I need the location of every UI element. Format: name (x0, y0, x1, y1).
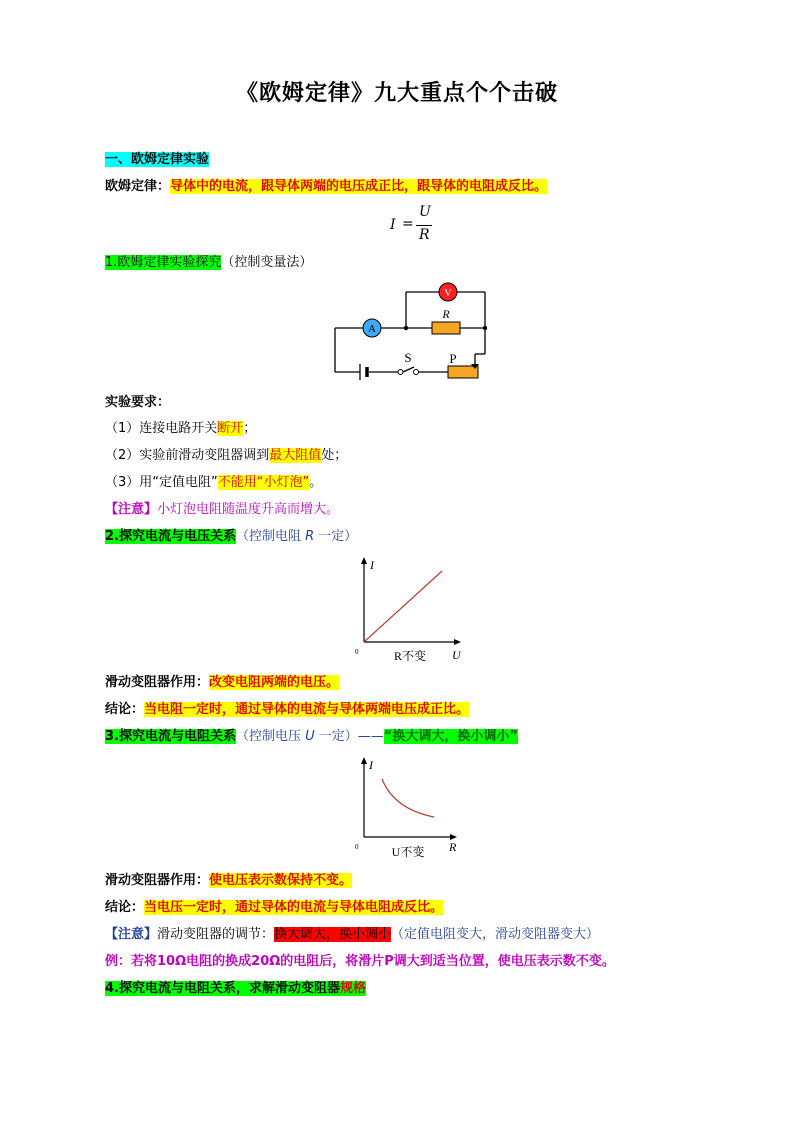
subheading-4-highlight: 规格 (339, 981, 366, 996)
resistor-icon (432, 322, 460, 334)
law-label: 欧姆定律： (105, 179, 171, 194)
subheading-1-label: 1.欧姆定律实验探究 (105, 255, 222, 270)
conclusion-1-text: 当电阻一定时，通过导体的电流与导体两端电压成正比。 (144, 702, 470, 717)
formula-numerator: U (419, 204, 431, 220)
requirement-2-end: 处； (321, 448, 348, 463)
conclusion-2 (105, 898, 443, 918)
subheading-3-note (236, 729, 384, 744)
graph2-y-label: I (369, 758, 373, 772)
requirement-3-end: 。 (309, 475, 323, 490)
section-heading-1 (105, 150, 209, 170)
ohms-law-statement (105, 177, 547, 197)
note-tag: 【注意】 (105, 502, 158, 517)
circuit-diagram (330, 280, 490, 385)
y-axis-arrow-icon (361, 557, 367, 564)
conclusion-2-label: 结论： (105, 900, 145, 915)
subheading-2-label: 2.探究电流与电压关系 (105, 529, 236, 544)
conclusion-1 (105, 700, 469, 720)
note-1-text: 小灯泡电阻随温度升高而增大。 (157, 502, 340, 517)
subheading-2-note (236, 529, 357, 544)
note-prefix: （控制电阻 (235, 529, 306, 544)
note-prefix: （控制电压 (235, 729, 306, 744)
subheading-3 (105, 727, 518, 747)
formula-denominator: R (419, 227, 430, 243)
requirement-2 (105, 446, 347, 466)
note-suffix: 一定）—— (314, 729, 384, 744)
note-2-highlight: 换大调大，换小调小 (274, 927, 392, 942)
conclusion-2-text: 当电压一定时，通过导体的电流与导体电阻成反比。 (144, 900, 444, 915)
note-2-text: 滑动变阻器的调节： (157, 927, 275, 942)
note-tag: 【注意】 (105, 927, 158, 942)
requirement-3 (105, 473, 322, 493)
note-2-detail: （定值电阻变大，滑动变阻器变大） (391, 927, 600, 942)
graph-current-resistance (352, 755, 472, 867)
requirement-2-text: （2）实验前滑动变阻器调到 (105, 448, 270, 463)
ammeter-label: A (368, 323, 376, 335)
note-variable: R (305, 529, 315, 544)
requirement-1 (105, 419, 256, 439)
note-1 (105, 500, 339, 520)
linear-curve (364, 571, 442, 642)
graph1-y-label: I (370, 558, 374, 572)
subheading-4-label (105, 981, 366, 996)
rheostat-role-2-text: 使电压表示数保持不变。 (209, 873, 353, 888)
fraction-bar (416, 225, 432, 226)
rheostat-role-2 (105, 871, 352, 891)
rheostat-role-2-label: 滑动变阻器作用： (105, 873, 210, 888)
slider-label: P (449, 351, 457, 366)
page-title: 《欧姆定律》九大重点个个击破 (235, 80, 558, 106)
graph1-origin: 0 (355, 648, 359, 656)
requirement-3-highlight: 不能用“小灯泡” (217, 475, 310, 490)
subheading-4-text: 4.探究电流与电阻关系，求解滑动变阻器 (105, 981, 340, 996)
switch-label: S (404, 350, 412, 365)
subheading-1-note: （控制变量法） (221, 255, 313, 270)
inverse-curve (382, 779, 434, 817)
rheostat-role-1-text: 改变电阻两端的电压。 (209, 675, 340, 690)
rheostat-role-1 (105, 673, 339, 693)
section-label: 一、欧姆定律实验 (105, 152, 210, 167)
subheading-2 (105, 527, 357, 547)
graph-current-voltage (352, 555, 472, 667)
requirement-1-end: ； (243, 421, 257, 436)
conclusion-1-label: 结论： (105, 702, 145, 717)
formula-lhs: I (390, 217, 396, 233)
ohms-law-formula (386, 204, 446, 248)
voltmeter-label: V (444, 288, 452, 299)
graph2-x-label: R (449, 840, 457, 854)
requirement-1-text: （1）连接电路开关 (105, 421, 218, 436)
rheostat-role-1-label: 滑动变阻器作用： (105, 675, 210, 690)
graph1-caption: R不变 (393, 649, 427, 663)
example: 例：若将10Ω电阻的换成20Ω的电阻后，将滑片P调大到适当位置，使电压表示数不变。 (105, 954, 615, 969)
note-suffix: 一定） (314, 529, 358, 544)
y-axis-arrow-icon (361, 757, 367, 764)
subheading-4 (105, 979, 366, 999)
note-variable: U (305, 729, 315, 744)
graph2-origin: 0 (355, 843, 359, 851)
resistor-label: R (442, 307, 450, 321)
requirement-2-highlight: 最大阻值 (269, 448, 322, 463)
law-text: 导体中的电流，跟导体两端的电压成正比，跟导体的电阻成反比。 (170, 179, 548, 194)
note-2 (105, 925, 599, 945)
requirement-1-highlight: 断开 (217, 421, 244, 436)
x-axis-arrow-icon (454, 639, 461, 645)
rheostat-icon (448, 366, 478, 378)
subheading-3-label: 3.探究电流与电阻关系 (105, 729, 236, 744)
subheading-3-tip: “换大调大，换小调小” (383, 729, 518, 744)
graph1-x-label: U (452, 648, 461, 662)
formula-equals: = (402, 216, 414, 232)
subheading-1 (105, 253, 312, 273)
requirements-title: 实验要求： (105, 395, 171, 410)
requirement-3-text: （3）用“定值电阻” (105, 475, 218, 490)
graph2-caption: U不变 (391, 845, 425, 859)
